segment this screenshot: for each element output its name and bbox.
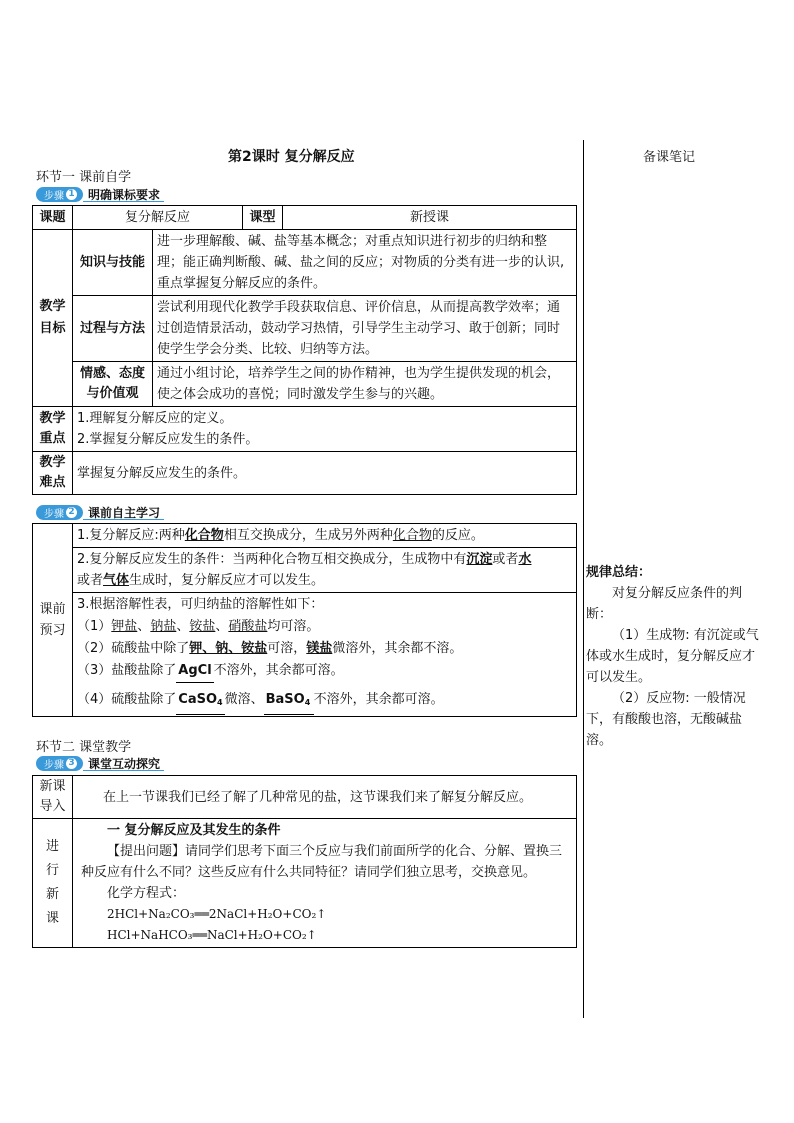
equation-1: 2HCl+Na₂CO₃══2NaCl+H₂O+CO₂↑	[107, 907, 327, 921]
step-2-bar	[36, 505, 164, 520]
table-row	[33, 819, 577, 948]
table-row	[33, 362, 577, 407]
guocheng-label: 过程与方法	[73, 296, 153, 362]
table-row	[33, 776, 577, 819]
table-row	[33, 296, 577, 362]
preview-row-1: 1.复分解反应:两种化合物相互交换成分，生成另外两种化合物的反应。	[73, 524, 577, 548]
side-p3: （2）反应物: 一般情况下，有酸酸也溶，无酸碱盐溶。	[586, 691, 746, 748]
side-title: 规律总结：	[586, 565, 652, 580]
step-1-label: 明确课标要求	[83, 187, 164, 202]
daoru-label: 新课导入	[33, 776, 73, 819]
daoru-text: 在上一节课我们已经了解了几种常见的盐，这节课我们来了解复分解反应。	[73, 776, 577, 819]
table-row	[33, 206, 577, 230]
objectives-table	[32, 205, 577, 495]
preview-table	[32, 523, 577, 717]
zhishi-text: 进一步理解酸、碱、盐等基本概念；对重点知识进行初步的归纳和整理；能正确判断酸、碱、盐之间的反应；对物质的分类有进一步的认识,重点掌握复分解反应的条件。	[153, 230, 577, 296]
page-title: 第2课时 复分解反应	[228, 149, 355, 165]
section-heading: 一 复分解反应及其发生的条件	[107, 823, 281, 838]
side-notes	[586, 562, 764, 751]
step-3-label: 课堂互动探究	[83, 756, 164, 771]
step-3-bar	[36, 756, 164, 771]
qinggan-label: 情感、态度与价值观	[73, 362, 153, 407]
guocheng-text: 尝试利用现代化教学手段获取信息、评价信息，从而提高教学效率；通过创造情景活动，鼓动学习热情，引导学生主动学习、敢于创新；同时使学生学会分类、比较、归纳等方法。	[153, 296, 577, 362]
nandian-label: 教学难点	[33, 452, 73, 495]
column-divider	[583, 140, 584, 1018]
equation-2: HCl+NaHCO₃══NaCl+H₂O+CO₂↑	[107, 928, 317, 942]
preview-label: 课前预习	[33, 524, 73, 717]
step-2-badge: 步骤 2	[36, 505, 83, 520]
side-p2: （1）生成物: 有沉淀或气体或水生成时，复分解反应才可以发生。	[586, 628, 759, 685]
section-2-title: 环节二 课堂教学	[36, 740, 132, 755]
class-table	[32, 775, 577, 948]
keti-label: 课题	[33, 206, 73, 230]
table-row	[33, 548, 577, 593]
kexing-label: 课型	[243, 206, 283, 230]
table-row	[33, 524, 577, 548]
side-p1: 对复分解反应条件的判断：	[586, 586, 743, 622]
question-text: 【提出问题】请同学们思考下面三个反应与我们前面所学的化合、分解、置换三种反应有什么不同？这些反应有什么共同特征？请同学们独立思考，交换意见。	[81, 844, 563, 880]
step-1-badge: 步骤 1	[36, 187, 83, 202]
section-1-title: 环节一 课前自学	[36, 170, 132, 185]
zhongdian-label: 教学重点	[33, 407, 73, 452]
jinxing-label: 进行新课	[33, 819, 73, 948]
side-header: 备课笔记	[643, 150, 696, 165]
jinxing-content	[73, 819, 577, 948]
preview-row-2: 2.复分解反应发生的条件：当两种化合物互相交换成分，生成物中有沉淀或者水 或者气体生成时，复分解反应才可以发生。	[73, 548, 577, 593]
step-3-badge: 步骤 3	[36, 756, 83, 771]
equation-label: 化学方程式：	[107, 886, 186, 901]
step-2-label: 课前自主学习	[83, 505, 164, 520]
table-row	[33, 452, 577, 495]
qinggan-text: 通过小组讨论，培养学生之间的协作精神，也为学生提供发现的机会，使之体会成功的喜悦；同时激发学生参与的兴趣。	[153, 362, 577, 407]
step-1-bar	[36, 187, 164, 202]
zhongdian-text: 1.理解复分解反应的定义。 2.掌握复分解反应发生的条件。	[73, 407, 577, 452]
nandian-text: 掌握复分解反应发生的条件。	[73, 452, 577, 495]
zhishi-label: 知识与技能	[73, 230, 153, 296]
table-row	[33, 407, 577, 452]
keti-value: 复分解反应	[73, 206, 243, 230]
mubiao-label: 教学目标	[33, 230, 73, 407]
kexing-value: 新授课	[283, 206, 577, 230]
preview-row-3: 3.根据溶解性表，可归纳盐的溶解性如下： （1）钾盐、钠盐、铵盐、硝酸盐均可溶。 （2）硫酸盐中除了钾、钠、铵盐可溶，镁盐微溶外，其余都不溶。 （3）盐酸盐除了 AgCl 不溶外，其余都可溶。 （4）硫酸盐除了 CaSO$_4$ 微溶、 BaSO$_4$ 不溶外，其余都可溶。	[73, 593, 577, 717]
table-row	[33, 593, 577, 717]
table-row	[33, 230, 577, 296]
